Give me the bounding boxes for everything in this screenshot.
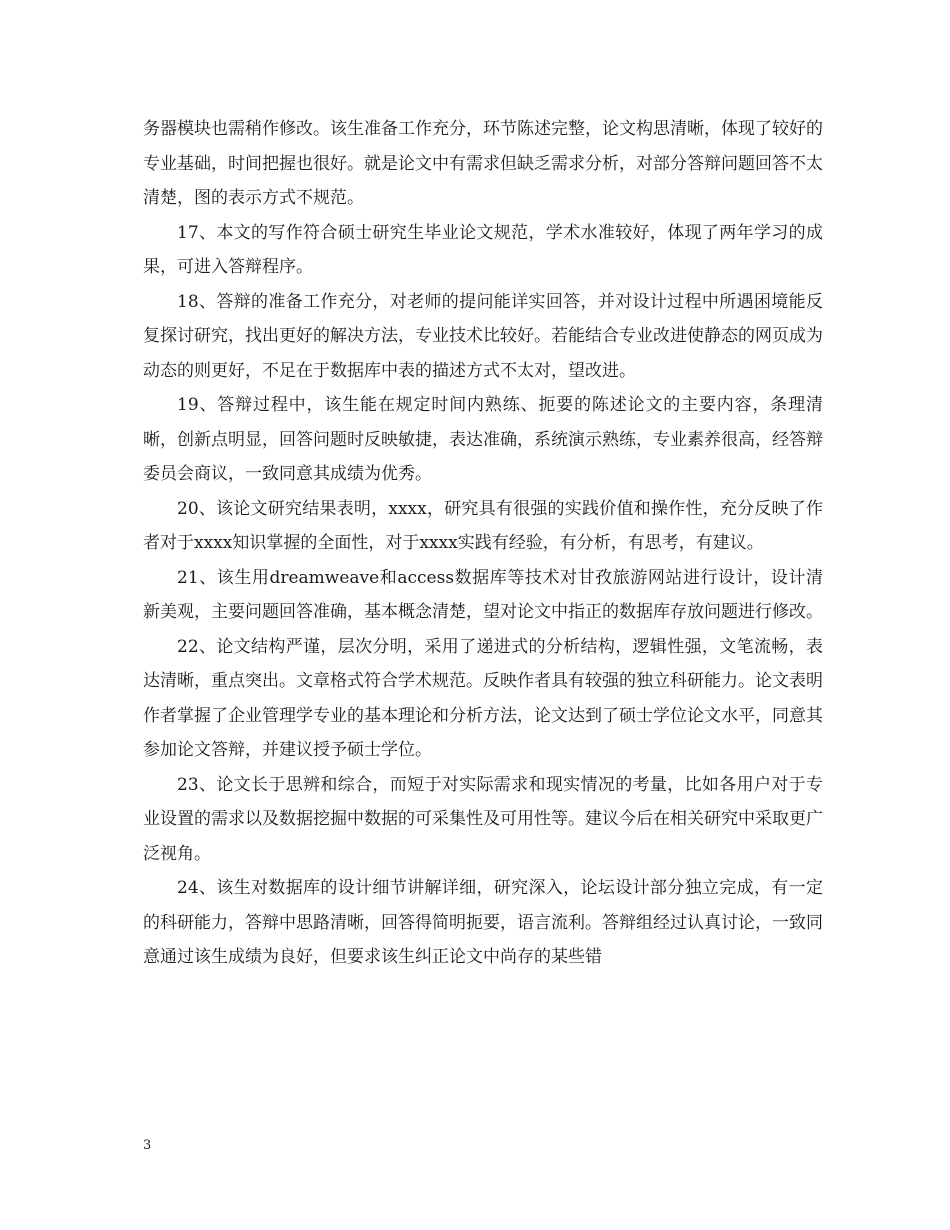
paragraph-18: 18、答辩的准备工作充分，对老师的提问能详实回答，并对设计过程中所遇困境能反复探讨研究，找出更好的解决方法，专业技术比较好。若能结合专业改进使静态的网页成为动态的则更好，不足在于数据库中表的描述方式不太对，望改进。	[143, 291, 823, 381]
paragraph-17: 17、本文的写作符合硕士研究生毕业论文规范，学术水准较好，体现了两年学习的成果，可进入答辩程序。	[143, 222, 823, 277]
paragraph-20: 20、该论文研究结果表明，xxxx，研究具有很强的实践价值和操作性，充分反映了作者对于xxxx知识掌握的全面性，对于xxxx实践有经验，有分析，有思考，有建议。	[143, 498, 823, 553]
page-number: 3	[143, 1138, 152, 1153]
paragraph-22: 22、论文结构严谨，层次分明，采用了递进式的分析结构，逻辑性强，文笔流畅，表达清晰，重点突出。文章格式符合学术规范。反映作者具有较强的独立科研能力。论文表明作者掌握了企业管理学专业的基本理论和分析方法，论文达到了硕士学位论文水平，同意其参加论文答辩，并建议授予硕士学位。	[143, 636, 823, 760]
paragraph-23: 23、论文长于思辨和综合，而短于对实际需求和现实情况的考量，比如各用户对于专业设置的需求以及数据挖掘中数据的可采集性及可用性等。建议今后在相关研究中采取更广泛视角。	[143, 774, 823, 864]
paragraph-19: 19、答辩过程中，该生能在规定时间内熟练、扼要的陈述论文的主要内容，条理清晰，创新点明显，回答问题时反映敏捷，表达准确，系统演示熟练，专业素养很高，经答辩委员会商议，一致同意其成绩为优秀。	[143, 395, 823, 484]
paragraph-continued: 务器模块也需稍作修改。该生准备工作充分，环节陈述完整，论文构思清晰，体现了较好的专业基础，时间把握也很好。就是论文中有需求但缺乏需求分析，对部分答辩问题回答不太清楚，图的表示方式不规范。	[143, 119, 823, 208]
paragraph-21: 21、该生用dreamweave和access数据库等技术对甘孜旅游网站进行设计，设计清新美观，主要问题回答准确，基本概念清楚，望对论文中指正的数据库存放问题进行修改。	[143, 567, 823, 622]
paragraph-24: 24、该生对数据库的设计细节讲解详细，研究深入，论坛设计部分独立完成，有一定的科研能力，答辩中思路清晰，回答得简明扼要，语言流利。答辩组经过认真讨论，一致同意通过该生成绩为良好，但要求该生纠正论文中尚存的某些错	[143, 878, 823, 967]
document-body	[143, 112, 823, 975]
